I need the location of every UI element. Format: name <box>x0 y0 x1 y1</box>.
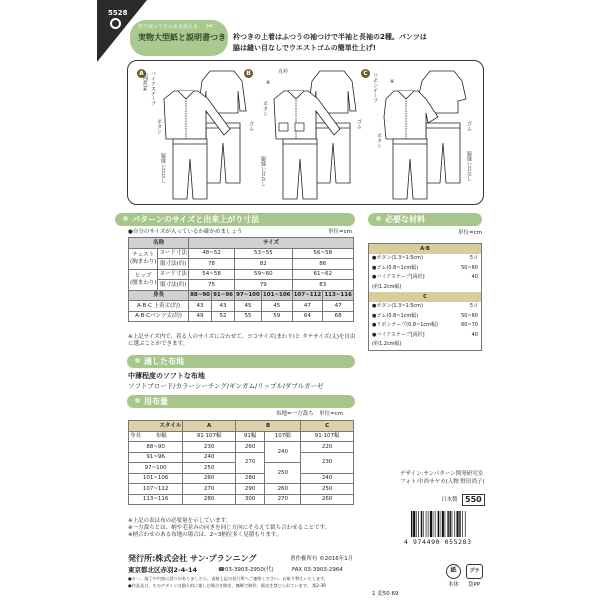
row-label: ヌード寸法 <box>158 269 189 280</box>
barcode-bar <box>426 511 427 537</box>
cell: 270 <box>265 494 301 505</box>
header-cell: A <box>183 421 236 432</box>
style-badge-b: B <box>244 69 253 78</box>
table-row <box>129 290 354 301</box>
materials-group-header: A·B <box>369 244 481 254</box>
cell: 47 <box>323 301 354 312</box>
row-label: ヌード寸法 <box>158 248 189 259</box>
yardage-note: ※柄合わせのある布地の場合は、2~3柄位多く見積もります。 <box>128 532 282 538</box>
row-label: A·B·C 上着丈(約) <box>129 301 189 312</box>
cell: 61~62 <box>292 269 353 280</box>
barcode-bar <box>418 511 419 537</box>
cell: 270 <box>235 452 264 473</box>
cell: 75 <box>189 280 235 291</box>
photo-credit: フォト:中西サヤカ(人物 野田尚子) <box>400 479 485 485</box>
fabric-title: 適した布地 <box>144 357 184 366</box>
materials-group-header: C <box>369 292 481 302</box>
barcode-bar <box>411 511 412 537</box>
yardage-title: 用布量 <box>144 397 168 406</box>
barcode-bar <box>421 511 422 537</box>
barcode-bar <box>438 511 439 537</box>
cell: 240 <box>183 452 236 463</box>
label-b-seam: 脇縫い目なし <box>260 156 266 186</box>
label-b-elastic: ゴム <box>356 119 362 129</box>
materials-table <box>368 243 482 351</box>
table-row <box>129 248 354 259</box>
cell: 260 <box>301 494 354 505</box>
cell: 270 <box>183 484 236 495</box>
header-cell: B <box>235 421 300 432</box>
pants-c-back <box>426 123 460 183</box>
label-b-button: ボタン <box>262 101 268 116</box>
table-row <box>129 431 354 442</box>
fabric-header <box>127 355 355 368</box>
cell: 91~96 <box>212 290 235 301</box>
plastic-recycle-label: 袋PP <box>468 582 481 588</box>
cell: 101~106 <box>261 290 292 301</box>
badge-small-text: 切り取ってそのまま使える <box>138 24 199 30</box>
cell: 107~112 <box>292 290 323 301</box>
publisher-name: 発行所:株式会社 サン·プランニング <box>128 554 257 563</box>
materials-item: ●ゴム(0.8~1cm幅) 50~60 <box>372 312 478 319</box>
cell: 250 <box>301 484 354 495</box>
measure-name: ヒップ (腰まわり) <box>129 269 158 290</box>
label-a-button: ボタン <box>156 119 162 134</box>
cell: 97~100 <box>235 290 262 301</box>
garment-drawings <box>128 61 485 206</box>
row-label: 服寸法(約) <box>158 259 189 270</box>
cell: 53~55 <box>235 248 293 259</box>
cell: 300 <box>235 494 264 505</box>
cell: 56~58 <box>292 248 353 259</box>
table-row <box>129 269 354 280</box>
barcode-bar <box>465 511 466 537</box>
cell: 107~112 <box>129 484 183 495</box>
materials-item: ●ゴム(0.8~1cm幅) 50~60 <box>372 264 478 271</box>
barcode-bar <box>413 511 415 537</box>
barcode-bar <box>433 511 434 537</box>
yardage-note: ※上記の表は布の必要量を示しています。 <box>128 518 232 524</box>
cell: 260 <box>183 473 236 484</box>
barcode-bar <box>450 511 451 537</box>
cell: 97~100 <box>129 463 183 474</box>
paper-recycle-label: 本体 <box>448 582 460 588</box>
size-section-title: パターンのサイズと出来上がり寸法 <box>132 215 260 224</box>
style-badge-c: C <box>361 69 370 78</box>
yardage-table <box>128 420 354 505</box>
pattern-code: 5528 <box>108 9 128 17</box>
cell: 47 <box>292 301 323 312</box>
header-cell: 91·107幅 <box>301 431 354 442</box>
row-label: 身長 <box>129 290 189 301</box>
barcode-digits: 4 974490 055283 <box>404 538 472 546</box>
cell: 250 <box>265 463 301 484</box>
barcode <box>411 511 483 537</box>
header-cell: C <box>301 421 354 432</box>
cell: 78 <box>189 259 235 270</box>
cell: 91~96 <box>129 452 183 463</box>
barcode-bar <box>459 511 460 537</box>
barcode-bar <box>435 511 436 537</box>
barcode-bar <box>462 511 463 537</box>
cell: 250 <box>183 463 236 474</box>
barcode-bar <box>428 511 429 537</box>
barcode-bar <box>440 511 441 537</box>
cell: 220 <box>301 442 354 453</box>
table-row <box>129 484 354 495</box>
size-section-header <box>115 213 355 226</box>
header-cell: 107幅 <box>265 431 301 442</box>
fabric-heading: 中薄程度のソフトな布地 <box>128 372 205 380</box>
size-unit: 単位=cm <box>328 229 352 235</box>
materials-item: ●バイアステープ[両折] 40 <box>372 274 478 280</box>
materials-header <box>368 213 482 226</box>
fabric-list: ソフトブロード/カラーシーチング/ギンガム/リップル/ダブルガーゼ <box>128 382 324 390</box>
materials-title: 必要な材料 <box>385 215 425 224</box>
cell: 43 <box>212 301 235 312</box>
publisher-tel: ☎03-3903-2950(代) <box>218 567 274 573</box>
measure-name: チェスト (胸まわり) <box>129 248 158 269</box>
cell: 230 <box>301 452 354 473</box>
cell: 83 <box>292 280 353 291</box>
plastic-recycle-icon: プラ <box>466 564 483 579</box>
barcode-bar <box>454 511 455 537</box>
pants-c-front <box>393 139 427 199</box>
cell: 64 <box>292 311 323 322</box>
size-footnote: ※上記サイズ内で、着る人のサイズに合わせて、ヨコサイズ(まわり)と タテサイズ(丈)を自由に選ぶことができます。 <box>128 334 356 347</box>
cell: 79 <box>235 280 293 291</box>
label-a-bias: バイアステープ <box>150 71 156 106</box>
label-b-mark: ※ <box>266 80 271 86</box>
table-row <box>129 301 354 312</box>
cell: 45 <box>235 301 262 312</box>
cell: 280 <box>183 494 236 505</box>
cell: 101~106 <box>129 473 183 484</box>
cell: 88~90 <box>129 442 183 453</box>
cell: 230 <box>183 442 236 453</box>
publisher-note-1: ●万一、落丁や内容に誤りがありましたら、直接上記の発行所へご連絡ください。お取り替えいたします。 <box>128 576 329 581</box>
header-cell: 身長 布幅 <box>129 431 183 442</box>
cell: 49 <box>189 311 212 322</box>
intro-text: 衿つきの上着はふつうの袖つけで半袖と長袖の2種。パンツは脇は縫い目なしでウエストゴムの簡単仕上げ! <box>233 33 427 52</box>
table-row <box>129 494 354 505</box>
header-cell: 91·107幅 <box>183 431 236 442</box>
table-row <box>129 311 354 322</box>
cell: 260 <box>265 484 301 495</box>
row-label: 服寸法(約) <box>158 280 189 291</box>
paper-recycle-icon: 紙 <box>446 564 461 579</box>
cell: 86 <box>292 259 353 270</box>
label-c-elastic: ゴム <box>466 121 472 131</box>
materials-item: ●ボタン(1.3~1.5cm) 5コ <box>372 255 478 261</box>
yardage-unit: 布地=一方裁ち 単位=cm <box>276 411 344 417</box>
publisher-fax: FAX 03-3903-2964 <box>292 567 343 573</box>
cell: 290 <box>235 484 264 495</box>
table-row <box>129 442 354 453</box>
product-code: 1 変50 69 <box>372 591 399 597</box>
table-row <box>129 421 354 432</box>
cell: 54~58 <box>189 269 235 280</box>
pants-a-front <box>173 139 207 199</box>
pocket-right <box>295 123 304 131</box>
materials-item: ●リボンテープ(0.8~1cm幅) 60~70 <box>372 322 478 328</box>
size-note: ●自分のサイズが入っているか確かめましょう <box>128 229 243 235</box>
table-row <box>129 452 354 463</box>
barcode-bar <box>447 511 448 537</box>
label-a-elastic: ゴム <box>248 121 254 131</box>
cell: 45 <box>261 301 292 312</box>
barcode-bar <box>423 511 424 537</box>
price-box: 550 <box>462 494 485 506</box>
cell: 59 <box>261 311 292 322</box>
materials-item: (約1.2cm幅) <box>372 283 402 290</box>
illustration-panel <box>127 60 484 205</box>
cell: 55 <box>235 311 262 322</box>
table-row <box>129 280 354 291</box>
label-c-seam: 脇縫い目なし <box>466 151 472 181</box>
publisher-note-2: ●作品及び、そのデザインは個人的に楽しむ場合を除き、無断で制作、販売を禁じられています。 梨2-30 <box>128 583 326 588</box>
cell: 240 <box>301 473 354 484</box>
style-badge-a: A <box>137 69 146 78</box>
barcode-bar <box>445 511 446 537</box>
cell: 68 <box>323 311 354 322</box>
yardage-note: ※一方裁ちとは、柄や毛並みの向きを同じ方向にそろえて裁ち合わせることです。 <box>128 525 331 531</box>
yardage-notes <box>128 518 368 539</box>
cell: 113~116 <box>323 290 354 301</box>
publisher-address: 東京都北区赤羽2-4-14 <box>128 566 197 574</box>
pocket-left <box>279 123 288 131</box>
materials-item: ●バイアステープ[両折] 40 <box>372 331 478 338</box>
header-cell: スタイル <box>129 421 183 432</box>
materials-item: (約1.2cm幅) <box>372 341 402 347</box>
header-cell: 91幅 <box>235 431 264 442</box>
ring-icon <box>110 18 121 29</box>
badge-big-text: 実物大型紙と説明書つき <box>138 33 226 42</box>
table-row <box>129 259 354 270</box>
table-row <box>129 238 354 249</box>
barcode-bar <box>452 511 453 537</box>
barcode-bar <box>430 511 432 537</box>
scissors-icon: ✂ <box>206 22 214 32</box>
label-a-seam: 脇縫い目なし <box>160 153 166 183</box>
label-c-ribbon: リボンテープ <box>372 73 378 103</box>
barcode-bar <box>416 511 417 537</box>
pants-b-front <box>283 139 317 199</box>
cell: 260 <box>235 442 264 453</box>
materials-unit: 単位=cm <box>458 230 482 236</box>
cell: 113~116 <box>129 494 183 505</box>
cell: 280 <box>235 473 264 484</box>
label-b-collar: 丸衿 <box>278 69 289 75</box>
header-cell: 名称 <box>129 238 189 249</box>
header-cell: サイズ <box>189 238 354 249</box>
materials-item: ●ボタン(1.3~1.5cm) 5コ <box>372 303 478 309</box>
table-row <box>129 473 354 484</box>
cell: 240 <box>265 442 301 463</box>
cell: 82 <box>235 259 293 270</box>
cell: 48~52 <box>189 248 235 259</box>
cell: 52 <box>212 311 235 322</box>
row-label: A·B·Cパンツ丈(約) <box>129 311 189 322</box>
copyright: 著作権所有 ©2016年1月 <box>290 556 354 562</box>
cell: 59~60 <box>235 269 293 280</box>
size-table <box>128 237 354 322</box>
design-credit: デザイン:サンパターン開発研究室 <box>400 471 484 477</box>
barcode-bar <box>442 511 444 537</box>
cell: 43 <box>189 301 212 312</box>
label-c-button: ボタン <box>376 133 382 148</box>
cell: 88~90 <box>189 290 212 301</box>
label-c-mark: ※ <box>390 79 395 85</box>
barcode-bar <box>457 511 459 537</box>
made-in-label: 日本製 <box>441 497 458 503</box>
yardage-header <box>127 395 355 408</box>
label-a-fold: (両折)※ <box>142 73 148 93</box>
